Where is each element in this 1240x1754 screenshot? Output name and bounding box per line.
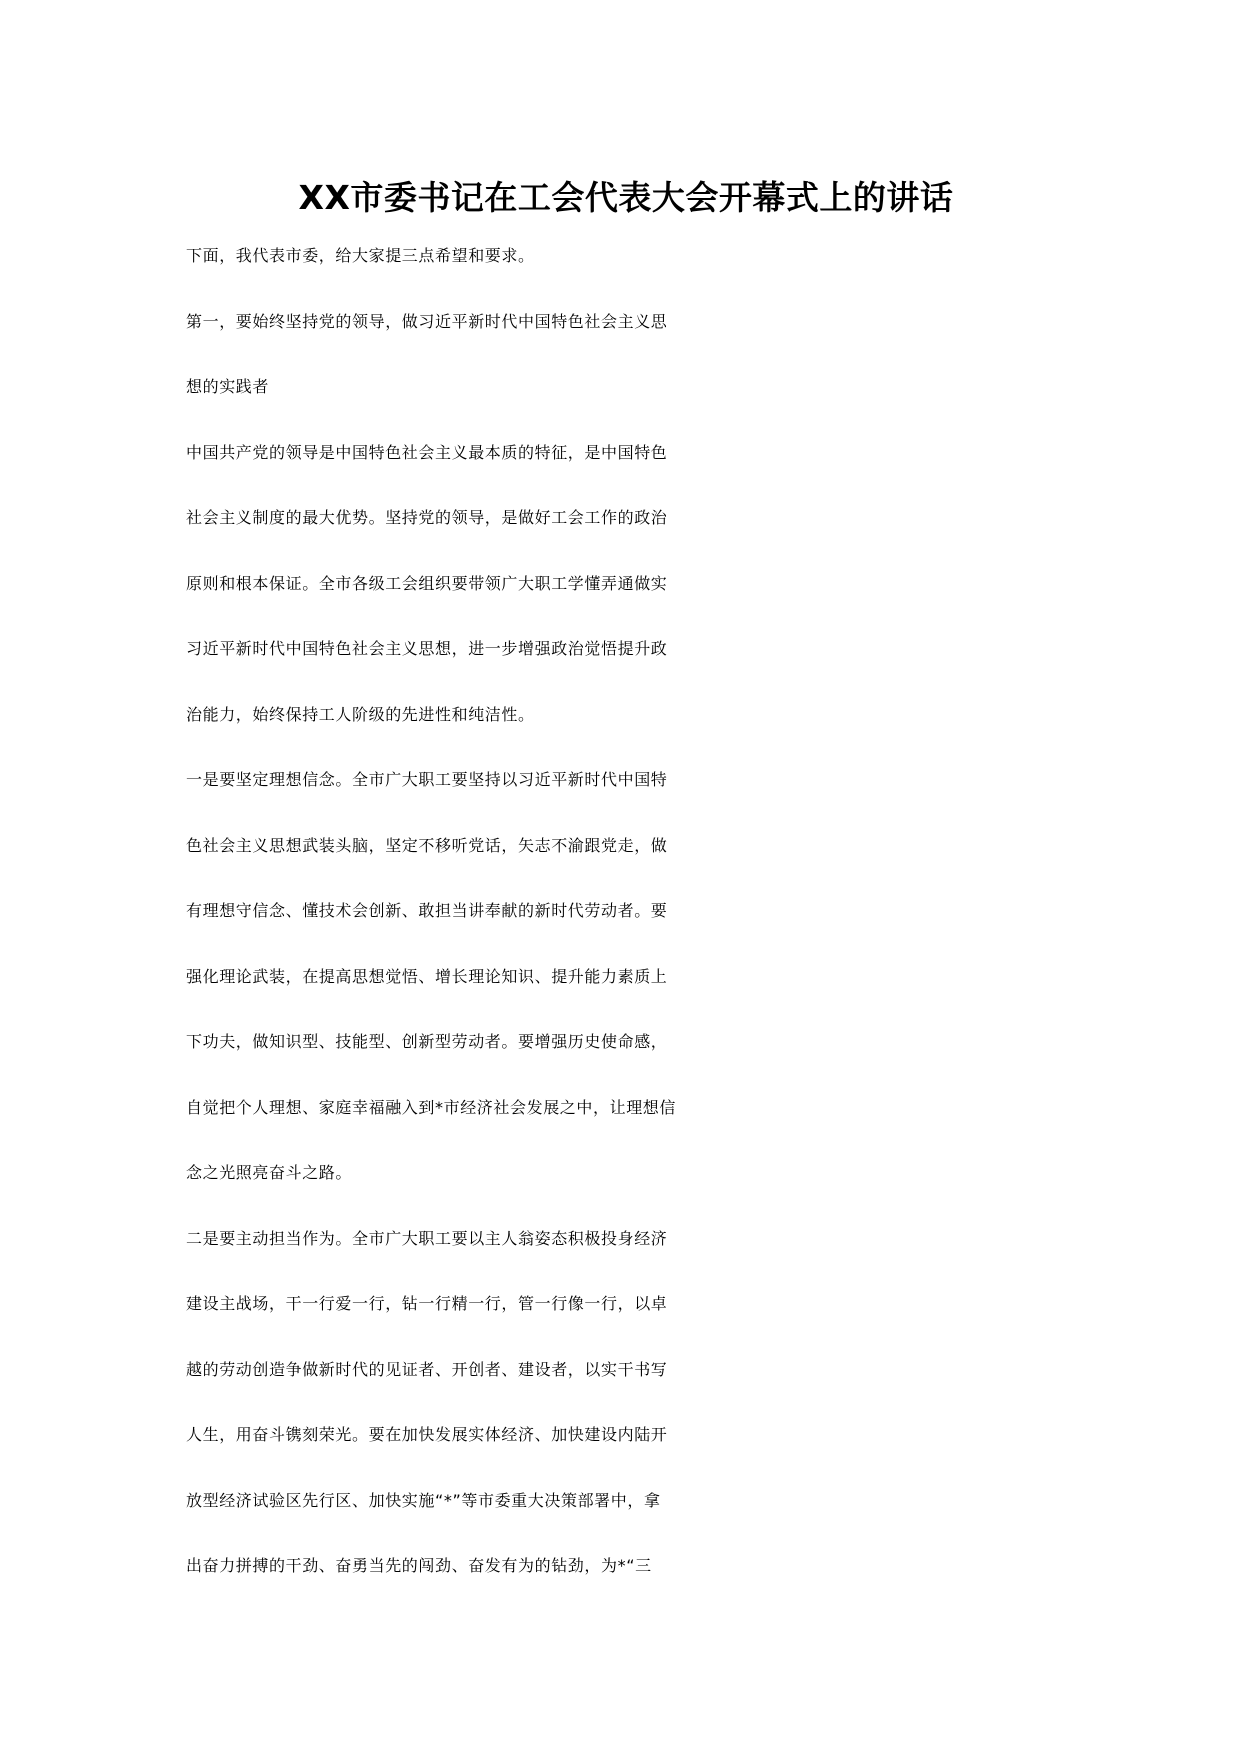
text-line: 治能力，始终保持工人阶级的先进性和纯洁性。: [186, 704, 535, 724]
text-line: 原则和根本保证。全市各级工会组织要带领广大职工学懂弄通做实: [186, 573, 668, 593]
text-line: 一是要坚定理想信念。全市广大职工要坚持以习近平新时代中国特: [186, 770, 668, 789]
document-body: [186, 243, 1066, 1619]
text-line: 念之光照亮奋斗之路。: [186, 1163, 353, 1182]
text-line: 下功夫，做知识型、技能型、创新型劳动者。要增强历史使命感，: [186, 1032, 668, 1051]
text-line: 越的劳动创造争做新时代的见证者、开创者、建设者，以实干书写: [186, 1359, 668, 1379]
text-line: 想的实践者: [186, 377, 270, 396]
text-line: 建设主战场，干一行爱一行，钻一行精一行，管一行像一行，以卓: [186, 1294, 668, 1313]
document-title: XX市委书记在工会代表大会开幕式上的讲话: [298, 178, 954, 217]
text-line: 人生，用奋斗镌刻荣光。要在加快发展实体经济、加快建设内陆开: [186, 1425, 668, 1444]
text-line: 社会主义制度的最大优势。坚持党的领导，是做好工会工作的政治: [186, 508, 668, 527]
text-line: 习近平新时代中国特色社会主义思想，进一步增强政治觉悟提升政: [186, 639, 668, 658]
text-line: 下面，我代表市委，给大家提三点希望和要求。: [186, 246, 535, 265]
text-line: 自觉把个人理想、家庭幸福融入到*市经济社会发展之中，让理想信: [186, 1097, 677, 1117]
text-line: 中国共产党的领导是中国特色社会主义最本质的特征，是中国特色: [186, 442, 668, 462]
text-line: 色社会主义思想武装头脑，坚定不移听党话，矢志不渝跟党走，做: [186, 835, 668, 855]
text-line: 第一，要始终坚持党的领导，做习近平新时代中国特色社会主义思: [186, 311, 668, 331]
text-line: 强化理论武装，在提高思想觉悟、增长理论知识、提升能力素质上: [186, 966, 668, 986]
text-line: 二是要主动担当作为。全市广大职工要以主人翁姿态积极投身经济: [186, 1228, 668, 1248]
text-line: 有理想守信念、懂技术会创新、敢担当讲奉献的新时代劳动者。要: [186, 901, 668, 920]
text-line: 放型经济试验区先行区、加快实施“*”等市委重大决策部署中，拿: [186, 1490, 661, 1510]
text-line: 出奋力拼搏的干劲、奋勇当先的闯劲、奋发有为的钻劲，为*“三: [186, 1556, 652, 1575]
